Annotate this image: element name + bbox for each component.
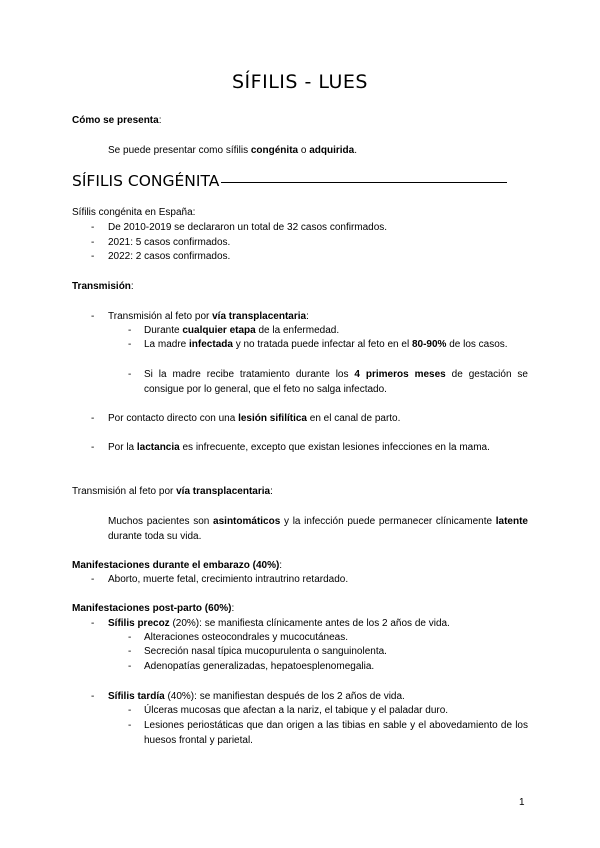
intro-heading: Cómo se presenta — [72, 115, 159, 126]
sub-list-item: Alteraciones osteocondrales y mucocutáneas. — [144, 632, 349, 643]
document-page: SÍFILIS - LUES Cómo se presenta: Se puede presentar como sífilis congénita o adquirida. SÍFILIS CONGÉNITA Sífilis congénita en España: - De 2010-2019 se declararon un total de 32 casos confirmados. - 2021: 5 casos confirmados. - 2022: 2 casos confirmados. Transmisión: - Transmisión al feto por vía transplacentaria: - Durante cualquier etapa de la enfermedad. - La madre infectada y no tratada puede infectar al feto en el 80-90% de los casos. - Si la madre recibe tratamiento durante los 4 primeros meses de gestación se consigue por lo general, que el feto no salga infectado. - Por contacto directo con una lesión sifilítica en el canal de parto. - Por la lactancia es infrecuente, excepto que existan lesiones infecciones en la mama. Transmisión al feto por vía transplacentaria: Muchos pacientes son asintomáticos y la infección puede permanecer clínicamente latente durante toda su vida. Manifestaciones durante el embarazo (40%): - Aborto, muerte fetal, crecimiento intrautrino retardado. Manifestaciones post-parto (60%): - Sífilis precoz (20%): se manifiesta clínicamente antes de los 2 años de vida. - Alteraciones osteocondrales y mucocutáneas. - Secreción nasal típica mucopurulenta o sanguinolenta. - Adenopatías generalizadas, hepatoesplenomegalia. - Sífilis tardía (40%): se manifiestan después de los 2 años de vida. - Úlceras mucosas que afectan a la nariz, el tabique y el paladar duro. - Lesiones periostáticas que dan origen a las tibias en sable y el abovedamiento de los huesos frontal y parietal. 1 — [0, 0, 600, 848]
list-item: 2021: 5 casos confirmados. — [108, 237, 231, 248]
page-title: SÍFILIS - LUES — [232, 71, 368, 93]
list-item: Aborto, muerte fetal, crecimiento intrautrino retardado. — [108, 574, 349, 585]
sub-list-item: Durante cualquier etapa de la enfermedad. — [144, 325, 340, 336]
sub-list-item: Si la madre recibe tratamiento durante los 4 primeros meses de gestación se consigue por lo general, que el feto no salga infectado. — [144, 369, 528, 395]
sub-list-item: Adenopatías generalizadas, hepatoesplenomegalia. — [144, 661, 375, 672]
list-item: Por la lactancia es infrecuente, excepto que existan lesiones infecciones en la mama. — [108, 442, 490, 453]
list-item: Sífilis tardía (40%): se manifiestan después de los 2 años de vida. — [108, 691, 405, 702]
sub-list-item: Secreción nasal típica mucopurulenta o sanguinolenta. — [144, 646, 387, 657]
section-rule — [221, 182, 507, 183]
list-item: Por contacto directo con una lesión sifilítica en el canal de parto. — [108, 413, 401, 424]
list-item: Sífilis precoz (20%): se manifiesta clínicamente antes de los 2 años de vida. — [108, 618, 450, 629]
list-item: De 2010-2019 se declararon un total de 32 casos confirmados. — [108, 222, 388, 233]
intro-heading-line: Cómo se presenta: — [72, 115, 162, 126]
postpartum-heading: Manifestaciones post-parto (60%): — [72, 603, 235, 614]
intro-text: Se puede presentar como sífilis congénita o adquirida. — [108, 145, 358, 156]
latency-paragraph: Muchos pacientes son asintomáticos y la infección puede permanecer clínicamente latente durante toda su vida. — [108, 516, 528, 542]
list-item: Transmisión al feto por vía transplacentaria: — [108, 311, 309, 322]
page-number: 1 — [519, 797, 525, 808]
sub-list-item: Lesiones periostáticas que dan origen a las tibias en sable y el abovedamiento de los huesos frontal y parietal. — [144, 720, 528, 746]
sub-list-item: La madre infectada y no tratada puede infectar al feto en el 80-90% de los casos. — [144, 339, 508, 350]
sub-list-item: Úlceras mucosas que afectan a la nariz, el tabique y el paladar duro. — [144, 705, 449, 716]
transmission-heading: Transmisión: — [72, 281, 134, 292]
pregnancy-heading: Manifestaciones durante el embarazo (40%): — [72, 560, 283, 571]
list-item: 2022: 2 casos confirmados. — [108, 251, 231, 262]
transplacental-label: Transmisión al feto por vía transplacentaria: — [72, 486, 273, 497]
section-heading: SÍFILIS CONGÉNITA — [72, 172, 507, 190]
spain-label: Sífilis congénita en España: — [72, 207, 196, 218]
